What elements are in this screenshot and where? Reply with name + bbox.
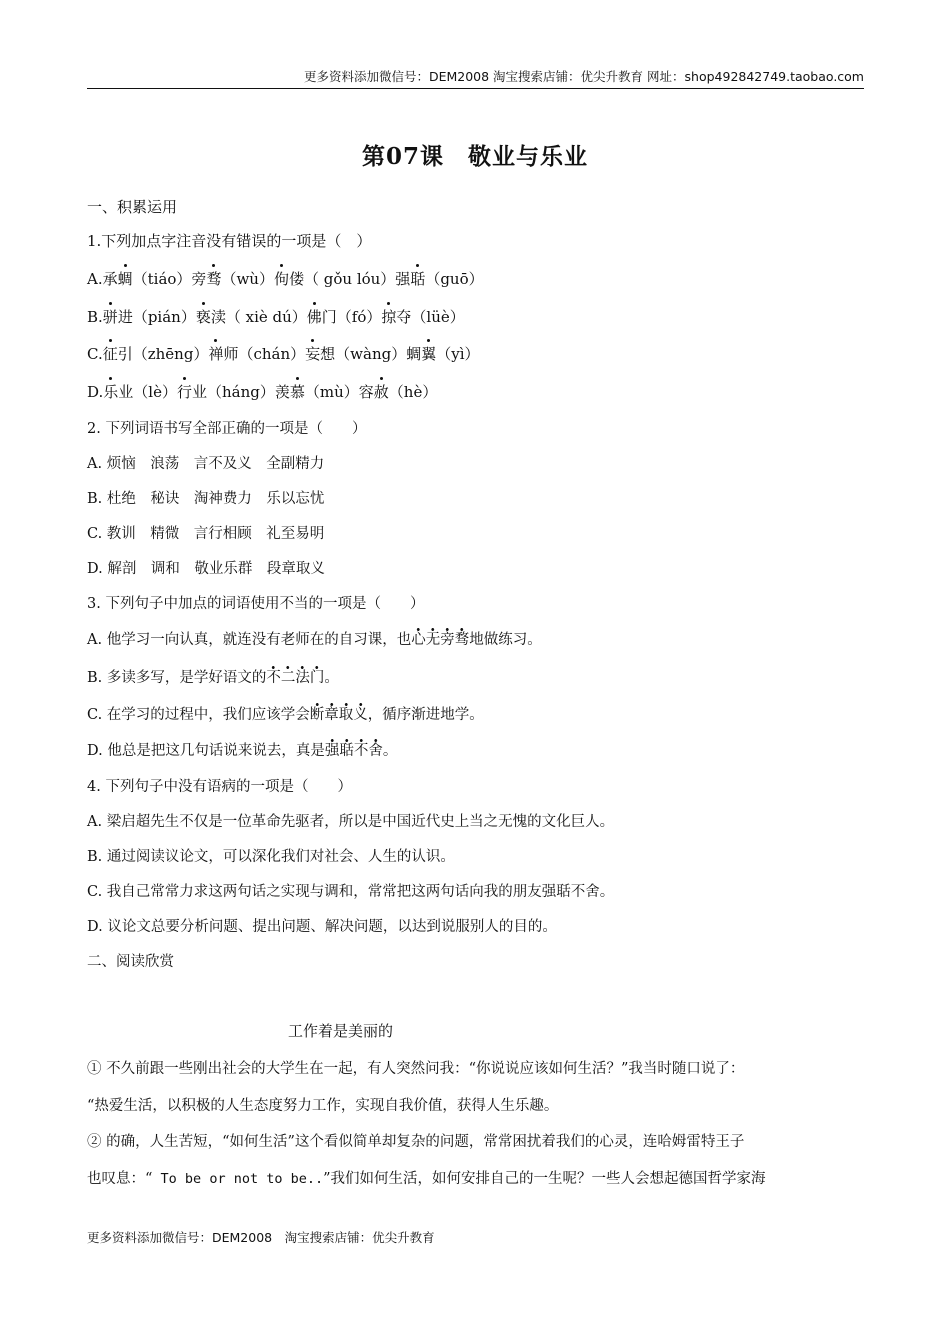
text: （tiáo）旁 [132, 270, 207, 288]
text: （wù） [221, 270, 274, 288]
q4-option-b: B. 通过阅读议论文，可以深化我们对社会、人生的认识。 [87, 849, 455, 865]
q4-option-c: C. 我自己常常力求这两句话之实现与调和，常常把这两句话向我的朋友强聒不舍。 [87, 884, 615, 900]
dotted-char: 赦 [373, 383, 389, 401]
q3-option-a [87, 628, 542, 649]
text: 门（fó） [321, 308, 382, 326]
text: 地做练习。 [469, 632, 542, 648]
page-footer: 更多资料添加微信号：DEM2008 淘宝搜索店铺：优尖升教育 [87, 1230, 435, 1245]
passage-paragraph: “热爱生活，以积极的人生态度努力工作，实现自我价值，获得人生乐趣。 [87, 1098, 559, 1114]
dotted-word: 断章取义 [310, 703, 368, 724]
q4-option-d: D. 议论文总要分析问题、提出问题、解决问题，以达到说服别人的目的。 [87, 919, 557, 935]
q1-option-d [87, 381, 437, 402]
text: 偻（ gǒu lóu）强 [288, 270, 411, 288]
text: A. 他学习一向认真，就连没有老师在的自习课，也 [87, 632, 412, 648]
q1-option-b [87, 306, 465, 327]
page-header: 更多资料添加微信号：DEM2008 淘宝搜索店铺：优尖升教育 网址：shop492842749.taobao.com [87, 68, 864, 89]
text: 进（pián） [117, 308, 196, 326]
question-4-stem: 4. 下列句子中没有语病的一项是（ ） [87, 779, 352, 795]
q3-option-c [87, 703, 484, 724]
question-3-stem: 3. 下列句子中加点的词语使用不当的一项是（ ） [87, 596, 425, 612]
dotted-char: 骛 [206, 270, 222, 288]
q3-option-b [87, 666, 339, 687]
section-heading: 二、阅读欣赏 [87, 954, 174, 970]
text: B. [87, 308, 103, 326]
passage-paragraph [87, 1167, 766, 1188]
q1-option-c [87, 343, 480, 364]
passage-paragraph: ① 不久前跟一些刚出社会的大学生在一起，有人突然问我：“你说说应该如何生活？”我当时随口说了： [87, 1061, 745, 1077]
text: 业（háng）羡 [191, 383, 290, 401]
q3-option-d [87, 739, 397, 760]
text: ”我们如何生活，如何安排自己的一生呢？一些人会想起德国哲学家海 [323, 1171, 766, 1187]
dotted-char: 骈 [102, 308, 118, 326]
dotted-char: 佝 [273, 270, 289, 288]
dotted-char: 聒 [410, 270, 426, 288]
q4-option-a: A. 梁启超先生不仅是一位革命先驱者，所以是中国近代史上当之无愧的文化巨人。 [87, 814, 615, 830]
text: 想（wàng）蜩 [320, 345, 422, 363]
question-1-stem: 1.下列加点字注音没有错误的一项是（ ） [87, 232, 372, 250]
lesson-title: 第07课 敬业与乐业 [361, 143, 588, 170]
text: （yì） [436, 345, 480, 363]
dotted-char: 禅 [208, 345, 224, 363]
dotted-word: 心无旁骛 [411, 628, 469, 649]
text: 师（chán） [223, 345, 306, 363]
dotted-word: 不二法门 [266, 666, 324, 687]
dotted-char: 慕 [289, 383, 305, 401]
text: 夺（lüè） [396, 308, 465, 326]
q2-option-a: A. 烦恼 浪荡 言不及义 全副精力 [87, 456, 325, 472]
dotted-char: 乐 [103, 383, 119, 401]
dotted-char: 掠 [381, 308, 397, 326]
text: D. 他总是把这几句话说来说去，真是 [87, 743, 325, 759]
q2-option-b: B. 杜绝 秘诀 淘神费力 乐以忘忧 [87, 491, 325, 507]
text: 。 [382, 743, 398, 759]
text: （hè） [388, 383, 438, 401]
dotted-char: 翼 [421, 345, 437, 363]
text: 渎（ xiè dú） [210, 308, 307, 326]
section-heading: 一、积累运用 [87, 198, 178, 216]
text: ，循序渐进地学。 [367, 707, 484, 723]
text: A.承 [87, 270, 118, 288]
text: 业（lè） [118, 383, 177, 401]
quote-english: To be or not to be.. [152, 1171, 324, 1187]
dotted-char: 佛 [306, 308, 322, 326]
text: 。 [324, 670, 339, 686]
dotted-char: 蜩 [117, 270, 133, 288]
dotted-word: 强聒不舍 [325, 739, 383, 760]
q2-option-c: C. 教训 精微 言行相顾 礼至易明 [87, 526, 325, 542]
text: B. 多读多写，是学好语文的 [87, 670, 267, 686]
q2-option-d: D. 解剖 调和 敬业乐群 段章取义 [87, 561, 325, 577]
text: C. [87, 345, 103, 363]
text: C. 在学习的过程中，我们应该学会 [87, 707, 310, 723]
text: D. [87, 383, 104, 401]
text: 也叹息：“ [87, 1171, 153, 1187]
q1-option-a [87, 268, 484, 289]
text: 引（zhēng） [117, 345, 209, 363]
text: （guō） [425, 270, 484, 288]
question-2-stem: 2. 下列词语书写全部正确的一项是（ ） [87, 421, 367, 437]
dotted-char: 行 [176, 383, 192, 401]
text: （mù）容 [304, 383, 374, 401]
dotted-char: 妄 [305, 345, 321, 363]
dotted-char: 征 [102, 345, 118, 363]
passage-title: 工作着是美丽的 [288, 1022, 394, 1040]
dotted-char: 亵 [195, 308, 211, 326]
passage-paragraph: ② 的确，人生苦短，“如何生活”这个看似简单却复杂的问题，常常困扰着我们的心灵，连哈姆雷特王子 [87, 1134, 745, 1150]
